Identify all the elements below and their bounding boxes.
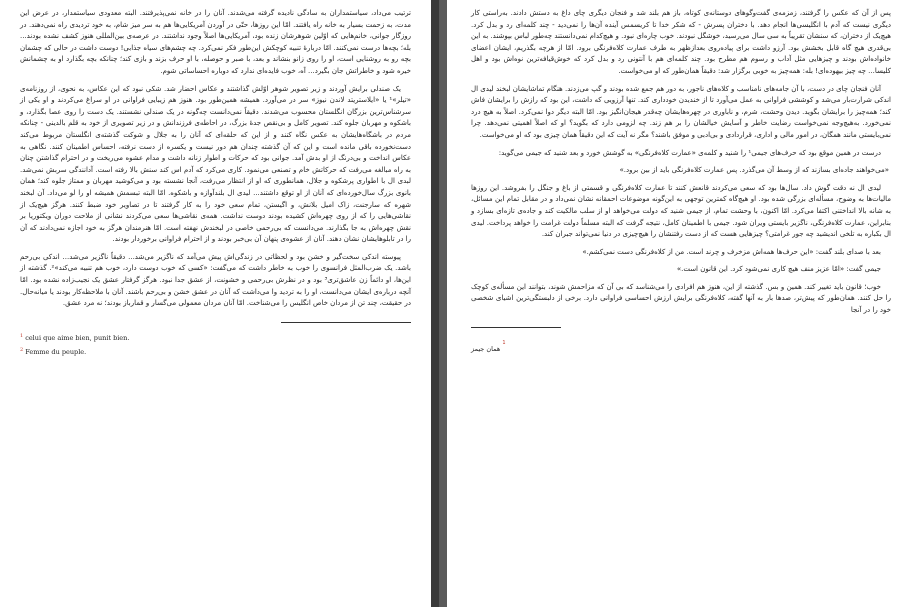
footnote-text: celui que aime bien, punit bien.	[25, 334, 130, 342]
footnote-item	[20, 345, 411, 358]
right-paragraph-6: جیمی گفت: «امّا عزیز منف هیچ کاری نمی‌شود کرد. این قانون است.»	[676, 265, 881, 274]
footnote-mark: 1	[20, 332, 24, 339]
footnote-text: همان جیمز	[471, 344, 501, 353]
right-paragraph-3: درست در همین موقع بود که حرف‌های جیمی¹ را شنید و کلمه‌ی «عمارت کلاه‌فرنگی» به گوشش خورد و بعد شنید که جیمی می‌گوید:	[498, 148, 881, 157]
footnote-divider	[471, 327, 561, 328]
right-paragraph-4: لیدی ال نه دقت گوش داد. سال‌ها بود که سعی می‌کردند قانعش کنند تا عمارت کلاه‌فرنگی و قسمتی از باغ و جنگل را بفروشد. این روزها مالیات‌ها به وضوح، مسأله‌ای بزرگی شده بود. او هیچ‌گاه کمترین توجهی به این‌گونه موضوعات احمقانه نشان نمی‌داد و در مقابل تمام این مسائل، به شانه بالا انداختنی اکتفا می‌کرد. امّا اکنون، با وحشت تمام، از جیمی شنید که دولت می‌خواهد او از سلب مالکیت کند و جاده‌ی تازه‌ای بسازد و بنابراین، عمارت کلاه‌فرنگی، ناگزیر بایستی ویران شود. جیمی با اطمینان کامل، نتیجه گرفت که البته مسلماً دولت غرامت را خواهد پرداخت. لیدی ال بکباره به تلخی اندیشید چه جور غرامتی؟ چیزهایی هست که از دست رفتنشان را هیچ‌چیزی در دنیا نمی‌تواند جبران کند.	[471, 183, 891, 239]
right-footnotes	[471, 336, 891, 355]
footnote-item	[20, 331, 411, 344]
page-gutter	[431, 0, 439, 607]
right-page	[447, 0, 913, 607]
right-quote-1: «می‌خواهند جاده‌ای بسازند که از وسط آن می‌گذرد. پس عمارت کلاه‌فرنگی باید از بین برود.»	[619, 166, 889, 175]
left-paragraph-1: ترتیب می‌داد، سیاستمداران به سادگی نادیده گرفته می‌شدند. آنان را در خانه نمی‌پذیرفتند. البته معدودی سیاستمدار، در عرض این مدت، به زحمت بسیار به خانه راه یافتند. امّا این روزها، حتّی در آوردن آمریکایی‌ها هم به سر میز شام، به خود تردیدی راه نمی‌دهند. در روزگار جوانی، خانم‌هایی که اوّلین شوهرشان زنده بود، آمریکایی‌ها اصلاً وجود نداشتند. در عرصه‌ی بین‌المللی هنوز کشف نشده بودند... بله؛ بچه‌ها درست نمی‌کنند. امّا دربارهٔ تنبیه کوچکش این‌طور فکر نمی‌کرد. چه چشم‌های سیاه جذابی! دوست داشت در حالی که چشمان بچه رو به روشنایی است، او را روی زانو بنشاند و بعد، با صبر و حوصله، با او حرف بزند و بازی کند؛ چنانکه بچه بگذارد او به چشمانش خیره شود و خاطراتش جان بگیرد... آه، خوب فایده‌ای ندارد که دوباره احساساتی شوم.	[20, 9, 411, 75]
right-text-column	[471, 8, 891, 317]
footnote-mark: 2	[20, 347, 24, 353]
footnote-mark: 1	[502, 340, 506, 347]
left-footnotes	[20, 331, 411, 358]
right-paragraph-2: آنان فنجان چای در دست، با آن جامه‌های نامناسب و کلاه‌های ناجور، به دور هم جمع شده بودند و گپ می‌زدند. هنگام تماشایشان لبخند لیدی ال اندکی شرارت‌بار می‌شد و کوششی فراوانی به عمل می‌آورد تا از خندیدن خودداری کند. تنها آرزویی که داشت، این بود که رازش را برایشان فاش کند؛ همه‌چیز را برایشان بگوید. دیدن وحشت، شرم، و ناباوری در چهره‌هایشان چه‌قدر هیجان‌انگیز بود. امّا البته دیگر دوا نمی‌کرد. اصلاً به هیچ درد نمی‌خورد. به‌هیچ‌وجه نمی‌خواست رضایت خاطر و آسایش خیالشان را بر هم زند. چه لزومی دارد که بگوید؟ او که اصلاً اهمیتی نمی‌دهد. چرا نمی‌بایستی مانند همگان، در امور مالی و اداری، قراردادی و بی‌ادبی و موفق باشند؟ مگر نه آیت که این دقیقاً همان چیزی بود که او می‌خواست.	[471, 84, 891, 139]
footnote-divider	[281, 322, 411, 323]
left-paragraph-3: پیوسته اندکی سخت‌گیر و خشن بود و لحظاتی در زندگی‌اش پیش می‌آمد که ناگزیر می‌شد... دقیقاً ناگزیر می‌شد... اندکی بی‌رحم باشد. یک ضرب‌المثل فرانسوی را خوب به خاطر داشت که می‌گفت: «کسی که خوب دوست دارد، خوب هم تنبیه می‌کند»². گذشته از این‌ها، او دائماً زن عاشق‌تری³ بود و در نظرش بی‌رحمی و خشونت، از عشق جدا نبود. هرگز گرفتار عشق یک نجیب‌زاده نشده بود. امّا آنچه درباره‌ی ایشان می‌دانست، او را به تردید وا می‌داشت که آنان در عشق خشن و بی‌رحم باشند. آنان با ملاحظه‌کار بودند یا میانه‌حال. در حقیقت، چند تن از مردان خاص انگلیس را می‌شناخت. امّا آنان مردان معمولی می‌گسار و قمارباز بودند؛ نه مرد عشق.	[20, 252, 411, 308]
left-page	[0, 0, 431, 607]
page-gutter	[439, 0, 447, 607]
footnote-item	[471, 336, 891, 355]
left-paragraph-2: یک صندلی برایش آوردند و زیر تصویر شوهر اوّلش گذاشتند و عکاس احضار شد. شکی نبود که این عکاس، به نحوی، از روزنامه‌ی «تیلر»¹ یا «ایلاستریتد لاندن نیوز» سر در می‌آورد. همیشه همین‌طور بود. هنوز هم زیبایی فراوانی در او سراغ می‌کردند و او یکی از سرشناس‌ترین بزرگان انگلستان محسوب می‌شدند. دقیقاً نمی‌دانست چه‌گونه در یک صندلی نشستند. یک دست را روی عصا بگذارد، و باشکوه و مهربان جلوه کند. تصویر کامل و بی‌نقص جدهٔ بزرگ، در احاطه‌ی فرزندانش و در زیر تصویری از خود به قلم بالدینی - چنانکه مردم در باشگاه‌هایشان به عکس نگاه کنند و از این که حلقه‌ای که آنان را به جلال و شوکت گذشته‌ی انگلستان مربوط می‌کند دست‌نخورده باقی مانده است و این که آن گذشته چندان هم دور نیست و یکسره از دست نرفته، احساس اطمینان کنند. نگاهی به عکاس انداخت و بی‌درنگ از او بدش آمد. جوانی بود که حرکات و اطوار زنانه داشت و مدام عشوه می‌ریخت و در احترام گذاشتن چنان به راه مبالغه می‌رفت که حرکاتش خام و تصنعی می‌نمود. کاری می‌کرد که آدم اس کند سنش بالا رفته است. آدانندگی سربش نمی‌شد. لبدی ال با اطواری پرشکوه و جلال، همانطوری که او از انتظار می‌رفت، آنجا نشسته بود و می‌کوشید مهربان و ممتاز جلوه کند؛ همان بانوی بزرگ سال‌خورده‌ای که آنان از او توقع داشتند... لیدی ال بلندآوازه و باشکوه. امّا البته تبسمش همیشه او را لو می‌داد. آن لبخند شهره که سارجنت، زاک امیل بلانش، و اگیستن، تمام سعی خود را به کار گرفتند تا در تصاویر خود ضبط کنند. هرگز هیچ‌یک از نقاشی‌هایی را که از روی چهره‌اش کشیده بودند دوست نداشت. همه‌ی نقاشی‌ها سعی می‌کردند نشانی از ملاحت دوران ویکتوریا بر نقش چهره‌اش به جا بگذارند. می‌دانست که بی‌رحمی خاصی در لبخندش نهفته است. امّا هنرمندان هرگز به خود اجازه نمی‌دادند که آن را در تابلوهایشان نشان دهند. آنان از عشوه‌ی پنهان آن بی‌خبر بودند و از احترام فراوانی برخوردار بودند.	[20, 84, 411, 244]
left-text-column	[20, 8, 411, 310]
right-paragraph-5: بعد با صدای بلند گفت: «این حرف‌ها همه‌اش مزخرف و چرند است. من از کلاه‌فرنگی دست نمی‌کشم.»	[582, 247, 881, 256]
footnote-text: Femme du peuple.	[25, 348, 87, 357]
right-paragraph-7: خوب؛ قانون باید تغییر کند. همین و بس. گذشته از این، هنوز هم افرادی را می‌شناسد که بی آن که مزاحمش شوند، بتوانند این مسأله‌ی کوچک را حل کنند. همان‌طور که پیش‌تر، صدها بار به آنها گفته، کلاه‌فرنگی برایش ارزش احساسی فراوانی دارد. برخی از دلبستگی‌ترین اشیای شخصی خود را در آنجا	[471, 282, 891, 315]
right-paragraph-1: پس از آن که عکس را گرفتند، زمزمه‌ی گفت‌وگوهای دوستانه‌ی کوتاه، باز هم بلند شد و فنجان دیگری چای داغ به دستش دادند. به‌راستی کار دیگری نیست که آدم با انگلیسی‌ها انجام دهد. با دختران پسرش - که شکر خدا تا کریسمس آینده آن‌ها را نمی‌دید - چند کلمه‌ای رد و بدل کرد. هیچ‌یک از دختران، که سنشان تقریباً به سی سال می‌رسید، خوشگل نبودند. خوب چاره‌ای نبود. و هیچ‌کدام نمی‌دانستند چه‌طور لباس بپوشند. به این بی‌قدری هیچ گاه قابل بخشش بود. آرزو داشت برای پیاده‌روی بعدازظهر به طرف عمارت کلاه‌فرنگی برود. امّا از هرچه بگذریم، ایشان اعضای خانواده‌اش بودند و چیزهایی مثل آداب و رسوم هم مطرح بود. چند کلمه‌ای هم با آنتونی رد و بدل کرد که خوش‌قیافه‌ترین نوه‌اش بود و اهل کلیسا... چه چیز بیهوده‌ای! بله: همه‌چیز به خوبی برگزار شد: دقیقاً همان‌طور که او می‌خواست.	[471, 9, 891, 75]
